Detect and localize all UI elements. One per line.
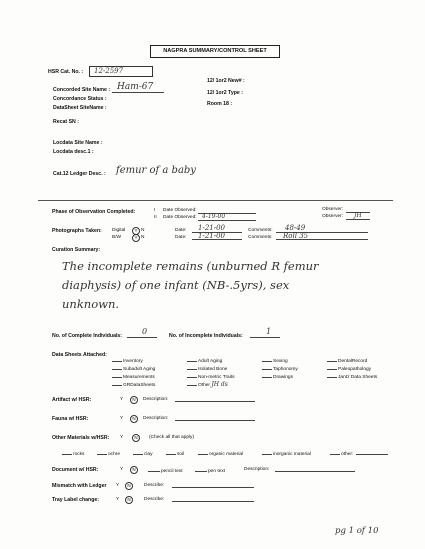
data-sheets-label: Data Sheets Attached: — [52, 352, 107, 358]
photo-bw-label: B/W — [112, 235, 122, 240]
datasheet-col-2 — [187, 357, 235, 389]
artifact-label: Artifact w/ HSR: — [52, 397, 92, 403]
other-materials-yes[interactable]: Y — [120, 435, 124, 440]
sheet-title: NAGPRA SUMMARY/CONTROL SHEET — [150, 45, 280, 58]
hsr-cat-value: 12-2597 — [94, 67, 124, 75]
document-pencil[interactable]: pencil text — [148, 467, 183, 474]
photo-digital-no[interactable]: N — [141, 228, 145, 233]
tray-describe-label: Describe: — [144, 497, 165, 502]
document-description-line[interactable] — [275, 471, 355, 472]
datasheet-subadult-aging[interactable]: Subadult Aging — [112, 365, 155, 373]
photo-digital-label: Digital — [112, 228, 126, 233]
artifact-description-line[interactable] — [175, 401, 255, 402]
other-materials-no[interactable]: N — [132, 434, 140, 442]
artifact-description-label: Description: — [143, 397, 169, 402]
recat-label: Recat SN : — [53, 119, 79, 125]
photo-comments-label-1: Comments: — [248, 228, 273, 233]
datasheet-dental-record[interactable]: DentalRecord — [327, 357, 377, 365]
mismatch-describe-label: Describe: — [144, 483, 165, 488]
mismatch-describe-line[interactable] — [172, 487, 254, 488]
phase-label: Phase of Observation Completed: — [52, 209, 136, 215]
curation-line-2: diaphysis) of one infant (NB-.5yrs), sex — [62, 278, 290, 292]
photo-date-value-2: 1-21-00 — [198, 232, 225, 240]
complete-individuals-value: 0 — [142, 327, 148, 336]
material-rocks[interactable]: rocks — [62, 450, 84, 457]
section-divider — [38, 200, 393, 201]
datasheet-col-4 — [327, 357, 377, 381]
observer-value-2: JH — [354, 212, 362, 219]
document-no[interactable]: N — [130, 466, 138, 474]
date-observed-line-2[interactable] — [198, 220, 256, 221]
datasheet-paleopathology[interactable]: Paleopathology — [327, 365, 377, 373]
datasheet-taphonomy[interactable]: Taphonomy — [262, 365, 298, 373]
tray-no[interactable]: N — [125, 496, 133, 504]
datasheet-col-1 — [112, 357, 155, 389]
fauna-description-line[interactable] — [175, 420, 255, 421]
photo-date-value-1: 1-21-00 — [198, 224, 225, 232]
tray-label: Tray Label change: — [52, 497, 99, 503]
datasheet-inventory[interactable]: Inventory — [112, 357, 155, 365]
tray-describe-line[interactable] — [172, 501, 254, 502]
date-observed-label-1: Date Observed: — [163, 208, 197, 213]
incomplete-individuals-label: No. of Incomplete Individuals: — [169, 333, 243, 339]
photo-date-label-1: Date: — [175, 228, 187, 233]
cat12-ledger-label: Cat.12 Ledger Desc. : — [53, 171, 106, 177]
locdata-site-label: Locdata Site Name : — [53, 140, 103, 146]
locdata-desc-label: Locdata desc.1 : — [53, 149, 94, 155]
cat12-ledger-value: femur of a baby — [116, 165, 196, 176]
artifact-yes[interactable]: Y — [120, 397, 124, 402]
document-label: Document w/ HSR: — [52, 467, 99, 473]
material-inorganic[interactable]: inorganic material — [262, 450, 311, 457]
material-ochre[interactable]: ochre — [97, 450, 120, 457]
room-label: Room 18 : — [207, 101, 233, 107]
photo-comment-value-1: 48-49 — [285, 224, 306, 232]
tray-yes[interactable]: Y — [116, 497, 120, 502]
hsr-cat-field[interactable] — [89, 66, 153, 77]
incomplete-individuals-line[interactable] — [250, 337, 280, 338]
datasheet-measurements[interactable]: Measurements — [112, 373, 155, 381]
observer-line-2[interactable] — [346, 219, 370, 220]
incomplete-individuals-value: 1 — [266, 327, 272, 336]
photo-comment-value-2: Roll 35 — [283, 232, 309, 240]
complete-individuals-line[interactable] — [127, 337, 157, 338]
concorded-site-value: Ham-67 — [117, 82, 154, 92]
phase-ii: II — [154, 215, 157, 220]
datasheet-non-metric[interactable]: Non-metric Traits — [187, 373, 235, 381]
datasheet-other[interactable]: Other JH ds — [187, 381, 235, 389]
observer-label-1: Observer: — [322, 207, 344, 212]
concorded-site-line — [112, 92, 164, 93]
curation-line-1: The incomplete remains (unburned R femur — [62, 259, 319, 273]
hsr-cat-label: HSR Cat. No. : — [48, 69, 84, 75]
document-description-label: Description: — [244, 467, 270, 472]
fauna-no[interactable]: N — [130, 415, 138, 423]
concordance-status-label: Concordance Status : — [53, 96, 107, 102]
check-all-note: (Check all that apply) — [149, 435, 195, 440]
photo-bw-yes[interactable]: Y — [132, 234, 140, 242]
mismatch-no[interactable]: N — [125, 482, 133, 490]
date-observed-label-2: Date Observed: — [163, 215, 197, 220]
photo-bw-no[interactable]: N — [141, 235, 145, 240]
observer-label-2: Observer: — [322, 214, 344, 219]
datasheet-other-value: JH ds — [211, 381, 228, 388]
phase-i: I — [154, 208, 156, 213]
complete-individuals-label: No. of Complete Individuals: — [52, 333, 123, 339]
date-observed-value-2: 4-19-00 — [202, 213, 226, 220]
mismatch-yes[interactable]: Y — [116, 483, 120, 488]
fauna-label: Fauna w/ HSR: — [52, 416, 89, 422]
fauna-yes[interactable]: Y — [120, 416, 124, 421]
material-soil[interactable]: soil — [166, 450, 184, 457]
datasheet-isolated-bone[interactable]: Isolated Bone — [187, 365, 235, 373]
type-label: 12/ 1or2 Type : — [207, 90, 243, 96]
curation-summary-label: Curation Summary: — [52, 247, 101, 253]
photo-comments-label-2: Comments: — [248, 235, 273, 240]
document-yes[interactable]: Y — [120, 467, 124, 472]
material-clay[interactable]: clay — [133, 450, 153, 457]
datasheet-site-label: DataSheet SiteName : — [53, 105, 107, 111]
material-other[interactable]: other: — [330, 450, 353, 457]
photographs-label: Photographs Taken: — [52, 228, 102, 234]
mismatch-label: Mismatch with Ledger — [52, 483, 107, 489]
concorded-site-label: Concorded Site Name : — [53, 87, 111, 93]
fauna-description-label: Description: — [143, 416, 169, 421]
datasheet-grdatasheets[interactable]: GRDataSheets — [112, 381, 155, 389]
datasheet-drawings[interactable]: Drawings — [262, 373, 298, 381]
datasheet-col-3 — [262, 357, 298, 381]
material-organic[interactable]: organic material — [198, 450, 243, 457]
curation-line-3: unknown. — [62, 297, 120, 311]
document-pen[interactable]: pen text — [195, 467, 225, 474]
datasheet-jantz[interactable]: Jantz Data Sheets — [327, 373, 377, 381]
datasheet-sexing[interactable]: Sexing — [262, 357, 298, 365]
artifact-no[interactable]: N — [130, 396, 138, 404]
page-number: pg 1 of 10 — [335, 526, 379, 536]
photo-digital-yes[interactable]: Y — [132, 227, 140, 235]
new-number-label: 12/ 1or2 New# : — [207, 78, 245, 84]
photo-date-label-2: Date: — [175, 235, 187, 240]
other-materials-label: Other Materials w/HSR: — [52, 435, 110, 441]
datasheet-adult-aging[interactable]: Adult Aging — [187, 357, 235, 365]
material-other-line[interactable] — [356, 454, 388, 455]
